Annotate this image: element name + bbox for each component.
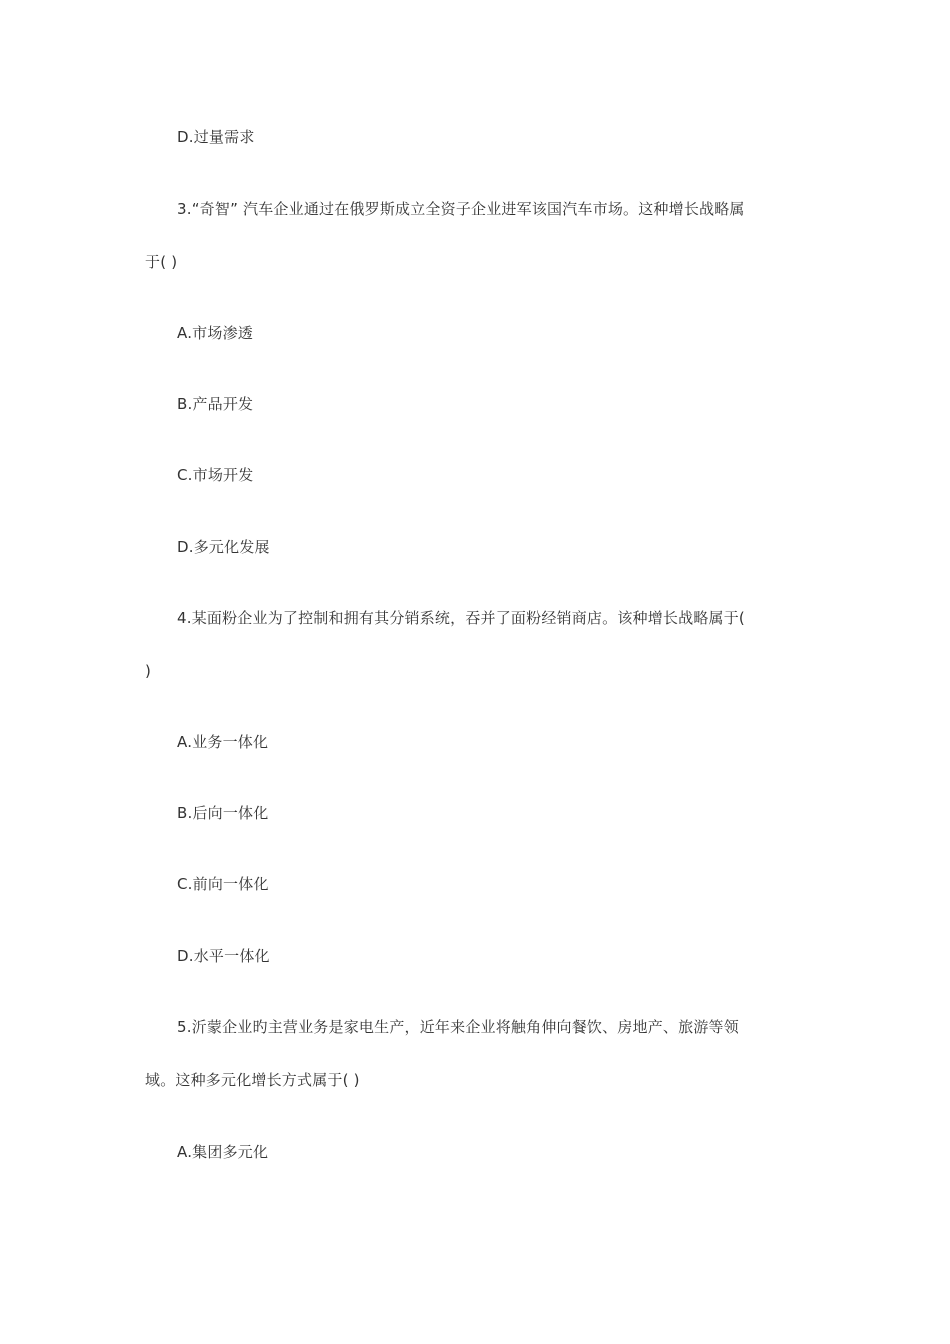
q5-stem-line2: 域。这种多元化增长方式属于( ): [145, 1071, 360, 1089]
q5-stem-line1: 5.沂蒙企业旳主营业务是家电生产，近年来企业将触角伸向餐饮、房地产、旅游等领: [177, 1018, 739, 1036]
q4-option-a: A.业务一体化: [177, 733, 269, 751]
q3-option-b: B.产品开发: [177, 395, 254, 413]
q3-option-a: A.市场渗透: [177, 324, 253, 342]
q3-option-d: D.多元化发展: [177, 538, 270, 556]
q4-option-c: C.前向一体化: [177, 875, 269, 893]
q4-stem-line1: 4.某面粉企业为了控制和拥有其分销系统，吞并了面粉经销商店。该种增长战略属于(: [177, 609, 745, 627]
q4-option-d: D.水平一体化: [177, 947, 270, 965]
q4-option-b: B.后向一体化: [177, 804, 269, 822]
q2-option-d: D.过量需求: [177, 128, 255, 146]
q3-stem-line2: 于( ): [145, 253, 178, 271]
q3-stem-line1: 3.“奇智” 汽车企业通过在俄罗斯成立全资子企业进军该国汽车市场。这种增长战略属: [177, 200, 745, 218]
q4-stem-line2: ): [145, 662, 152, 680]
q5-option-a: A.集团多元化: [177, 1143, 269, 1161]
q3-option-c: C.市场开发: [177, 466, 254, 484]
